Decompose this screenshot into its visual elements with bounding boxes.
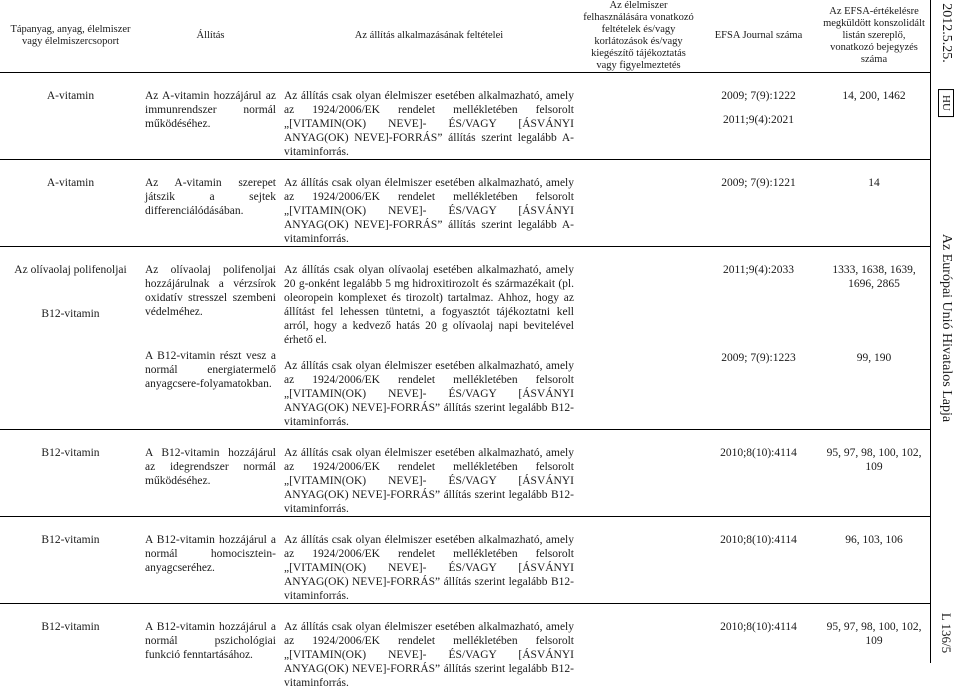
language-badge: HU <box>938 89 954 117</box>
table-row <box>0 73 930 160</box>
header-restrictions: Az élelmiszer felhasználására vonatkozó feltételek és/vagy korlátozások és/vagy kiegészítő tájékoztatás vagy figyelmeztetés <box>578 0 699 73</box>
entry-cell <box>818 247 930 430</box>
nutrient-name: B12-vitamin <box>4 307 137 321</box>
table-header-row <box>0 0 930 73</box>
restrictions-cell <box>578 73 699 160</box>
table-row <box>0 604 930 690</box>
nutrient-cell <box>0 247 141 430</box>
journal-title: Az Európai Unió Hivatalos Lapja <box>938 234 954 422</box>
restrictions-cell <box>578 604 699 690</box>
journal-cell <box>699 247 818 430</box>
entry-cell: 95, 97, 98, 100, 102, 109 <box>818 430 930 517</box>
entry-number: 1333, 1638, 1639, 1696, 2865 <box>822 263 926 291</box>
header-entry-number: Az EFSA-értékelésre megküldött konszolidált listán szereplő, vonatkozó bejegyzés száma <box>818 0 930 73</box>
restrictions-cell <box>578 247 699 430</box>
claim-cell: A B12-vitamin hozzájárul a normál homocisztein-anyagcseréhez. <box>141 517 280 604</box>
conditions-cell: Az állítás csak olyan élelmiszer esetében alkalmazható, amely az 1924/2006/EK rendelet mellékletében felsorolt „[VITAMIN(OK) NEVE]- ÉS/VAGY [ÁSVÁNYI ANYAG(OK) NEVE]-FORRÁS” állítás szerint legalább B12-vitaminforrás. <box>280 604 578 690</box>
restrictions-cell <box>578 430 699 517</box>
nutrient-cell: B12-vitamin <box>0 604 141 690</box>
table-row <box>0 247 930 430</box>
header-efsa-journal: EFSA Journal száma <box>699 0 818 73</box>
conditions-text: Az állítás csak olyan olívaolaj esetében alkalmazható, amely 20 g-onként legalább 5 mg hidroxitirozolt és származékait (pl. oleoropein komplexet és tirozolt) tartalmaz. Ahhoz, hogy az állítást fel lehessen tüntetni, a fogyasztót tájékoztatni kell arról, hogy a kedvező hatás 20 g olívaolaj napi bevitelével érhető el. <box>284 263 574 347</box>
journal-ref: 2011;9(4):2033 <box>703 263 814 277</box>
entry-cell: 14 <box>818 160 930 247</box>
restrictions-cell <box>578 160 699 247</box>
claim-cell: A B12-vitamin hozzájárul a normál pszichológiai funkció fenntartásához. <box>141 604 280 690</box>
conditions-cell <box>280 247 578 430</box>
nutrient-name: Az olívaolaj polifenoljai <box>4 263 137 277</box>
header-conditions: Az állítás alkalmazásának feltételei <box>280 0 578 73</box>
entry-number: 99, 190 <box>822 351 926 365</box>
table-row <box>0 430 930 517</box>
claim-cell: Az A-vitamin szerepet játszik a sejtek differenciálódásában. <box>141 160 280 247</box>
claim-text: Az olívaolaj polifenoljai hozzájárulnak a vérzsírok oxidatív stresszel szembeni védelméhez. <box>145 263 276 319</box>
header-claim: Állítás <box>141 0 280 73</box>
claim-cell: Az A-vitamin hozzájárul az immunrendszer normál működéséhez. <box>141 73 280 160</box>
journal-cell: 2009; 7(9):1221 <box>699 160 818 247</box>
conditions-text: Az állítás csak olyan élelmiszer esetében alkalmazható, amely az 1924/2006/EK rendelet mellékletében felsorolt „[VITAMIN(OK) NEVE]- ÉS/VAGY [ÁSVÁNYI ANYAG(OK) NEVE]-FORRÁS” állítás szerint legalább B12-vitaminforrás. <box>284 359 574 429</box>
header-nutrient: Tápanyag, anyag, élelmiszer vagy élelmiszercsoport <box>0 0 141 73</box>
nutrient-cell: B12-vitamin <box>0 430 141 517</box>
conditions-cell: Az állítás csak olyan élelmiszer esetében alkalmazható, amely az 1924/2006/EK rendelet mellékletében felsorolt „[VITAMIN(OK) NEVE]- ÉS/VAGY [ÁSVÁNYI ANYAG(OK) NEVE]-FORRÁS” állítás szerint legalább B12-vitaminforrás. <box>280 430 578 517</box>
journal-cell: 2010;8(10):4114 <box>699 430 818 517</box>
nutrient-cell: A-vitamin <box>0 73 141 160</box>
claim-text: A B12-vitamin részt vesz a normál energiatermelő anyagcsere-folyamatokban. <box>145 349 276 391</box>
publication-date: 2012.5.25. <box>938 3 954 63</box>
claim-cell <box>141 247 280 430</box>
claim-cell: A B12-vitamin hozzájárul az idegrendszer normál működéséhez. <box>141 430 280 517</box>
journal-cell: 2010;8(10):4114 <box>699 604 818 690</box>
conditions-cell: Az állítás csak olyan élelmiszer esetében alkalmazható, amely az 1924/2006/EK rendelet mellékletében felsorolt „[VITAMIN(OK) NEVE]- ÉS/VAGY [ÁSVÁNYI ANYAG(OK) NEVE]-FORRÁS” állítás szerint legalább A-vitaminforrás. <box>280 73 578 160</box>
journal-ref: 2011;9(4):2021 <box>703 113 814 127</box>
table-row <box>0 517 930 604</box>
journal-cell <box>699 73 818 160</box>
page-reference: L 136/5 <box>938 613 954 653</box>
entry-cell: 14, 200, 1462 <box>818 73 930 160</box>
journal-ref: 2009; 7(9):1222 <box>703 89 814 103</box>
journal-cell: 2010;8(10):4114 <box>699 517 818 604</box>
entry-cell: 95, 97, 98, 100, 102, 109 <box>818 604 930 690</box>
entry-cell: 96, 103, 106 <box>818 517 930 604</box>
conditions-cell: Az állítás csak olyan élelmiszer esetében alkalmazható, amely az 1924/2006/EK rendelet mellékletében felsorolt „[VITAMIN(OK) NEVE]- ÉS/VAGY [ÁSVÁNYI ANYAG(OK) NEVE]-FORRÁS” állítás szerint legalább B12-vitaminforrás. <box>280 517 578 604</box>
restrictions-cell <box>578 517 699 604</box>
page-margin <box>930 0 960 663</box>
nutrient-cell: B12-vitamin <box>0 517 141 604</box>
journal-ref: 2009; 7(9):1223 <box>703 351 814 365</box>
nutrient-cell: A-vitamin <box>0 160 141 247</box>
conditions-cell: Az állítás csak olyan élelmiszer esetében alkalmazható, amely az 1924/2006/EK rendelet mellékletében felsorolt „[VITAMIN(OK) NEVE]- ÉS/VAGY [ÁSVÁNYI ANYAG(OK) NEVE]-FORRÁS” állítás szerint legalább A-vitaminforrás. <box>280 160 578 247</box>
table-row <box>0 160 930 247</box>
